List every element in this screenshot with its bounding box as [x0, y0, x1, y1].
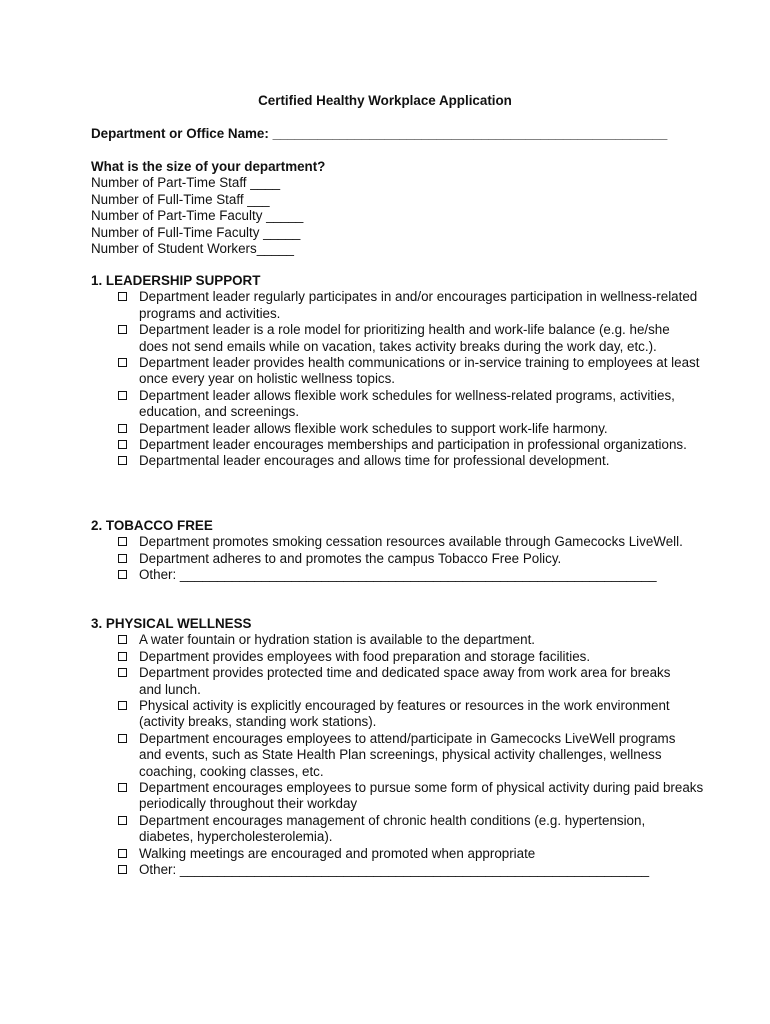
part-time-staff-line[interactable]: Number of Part-Time Staff ____	[91, 175, 281, 191]
checkbox[interactable]	[118, 701, 127, 710]
section-physical-wellness	[91, 616, 704, 879]
checklist-item-text: Department provides employees with food preparation and storage facilities.	[139, 648, 591, 664]
checkbox[interactable]	[118, 292, 127, 301]
checklist-item	[91, 813, 691, 846]
checklist-item-text: Department leader provides health communications or in-service training to employees at least once every year on holistic wellness topics.	[139, 355, 700, 387]
checkbox[interactable]	[118, 554, 127, 563]
checkbox[interactable]	[118, 537, 127, 546]
document-title: Certified Healthy Workplace Application	[258, 93, 512, 108]
checklist-item	[91, 388, 691, 421]
checklist-item	[91, 780, 709, 813]
checklist-item-text: Department promotes smoking cessation resources available through Gamecocks LiveWell.	[139, 534, 683, 550]
department-name-line	[91, 126, 667, 142]
checkbox[interactable]	[118, 570, 127, 579]
checklist-item	[91, 731, 691, 780]
checklist-item	[91, 534, 691, 550]
checkbox[interactable]	[118, 358, 127, 367]
checklist-item	[91, 665, 691, 698]
checklist-item	[91, 322, 701, 355]
other-field[interactable]: Other: ________________________________________________________________	[139, 567, 657, 583]
part-time-faculty-line[interactable]: Number of Part-Time Faculty _____	[91, 208, 304, 224]
department-name-label: Department or Office Name:	[91, 126, 269, 141]
checklist-item	[91, 567, 691, 583]
checklist-item-text: Department leader is a role model for prioritizing health and work-life balance (e.g. he/she does not send emails while on vacation, takes activity breaks during the work day, etc.).	[139, 322, 670, 354]
checkbox[interactable]	[118, 652, 127, 661]
checklist-item	[91, 421, 691, 437]
section-heading: 3. PHYSICAL WELLNESS	[91, 616, 252, 631]
full-time-staff-line[interactable]: Number of Full-Time Staff ___	[91, 191, 270, 207]
checkbox[interactable]	[118, 424, 127, 433]
checklist-item-text: Department adheres to and promotes the campus Tobacco Free Policy.	[139, 550, 562, 566]
checklist	[91, 289, 700, 469]
checklist-item-text: Walking meetings are encouraged and promoted when appropriate	[139, 845, 536, 861]
checklist-item	[91, 862, 691, 878]
checkbox[interactable]	[118, 325, 127, 334]
checklist-item-text: Department leader regularly participates in and/or encourages participation in wellness-related programs and activities.	[139, 289, 698, 321]
full-time-faculty-line[interactable]: Number of Full-Time Faculty _____	[91, 224, 301, 240]
checklist-item-text: Department encourages employees to pursue some form of physical activity during paid breaks periodically throughout their workday	[139, 780, 704, 812]
section-heading: 1. LEADERSHIP SUPPORT	[91, 273, 261, 288]
checklist-item-text: Department encourages employees to attend/participate in Gamecocks LiveWell programs and events, such as State Health Plan screenings, physical activity challenges, wellness coaching, cooking classes, etc.	[139, 730, 676, 779]
checklist-item	[91, 289, 709, 322]
checklist-item	[91, 632, 691, 648]
checkbox[interactable]	[118, 635, 127, 644]
checklist-item-text: Department leader allows flexible work schedules to support work-life harmony.	[139, 420, 608, 436]
department-name-field[interactable]: _____________________________________________________	[272, 126, 668, 141]
checklist-item-text: Departmental leader encourages and allows time for professional development.	[139, 453, 610, 469]
checkbox[interactable]	[118, 865, 127, 874]
other-field[interactable]: Other: _______________________________________________________________	[139, 862, 650, 878]
checklist	[91, 534, 691, 583]
checklist-item-text: A water fountain or hydration station is available to the department.	[139, 632, 536, 648]
student-workers-line[interactable]: Number of Student Workers_____	[91, 241, 294, 257]
checklist-item-text: Department leader encourages memberships and participation in professional organizations.	[139, 437, 687, 453]
checklist-item	[91, 649, 691, 665]
checkbox[interactable]	[118, 668, 127, 677]
section-heading: 2. TOBACCO FREE	[91, 518, 213, 533]
checklist-item	[91, 698, 691, 731]
checklist-item	[91, 551, 691, 567]
checklist-item	[91, 846, 691, 862]
checkbox[interactable]	[118, 734, 127, 743]
checkbox[interactable]	[118, 816, 127, 825]
checkbox[interactable]	[118, 849, 127, 858]
checklist	[91, 632, 704, 878]
checkbox[interactable]	[118, 456, 127, 465]
checkbox[interactable]	[118, 391, 127, 400]
checklist-item-text: Physical activity is explicitly encouraged by features or resources in the work environment (activity breaks, standing work stations).	[139, 698, 670, 730]
department-size-question: What is the size of your department?	[91, 159, 326, 174]
checklist-item-text: Department encourages management of chronic health conditions (e.g. hypertension, diabetes, hypercholesterolemia).	[139, 812, 646, 845]
section-leadership-support	[91, 273, 700, 470]
checklist-item	[91, 437, 691, 453]
section-tobacco-free	[91, 518, 691, 584]
checklist-item-text: Department leader allows flexible work schedules for wellness-related programs, activities, education, and screenings.	[139, 387, 675, 420]
department-size-block	[91, 159, 325, 257]
checklist-item	[91, 355, 709, 388]
checkbox[interactable]	[118, 783, 127, 792]
checklist-item	[91, 453, 691, 469]
checkbox[interactable]	[118, 440, 127, 449]
checklist-item-text: Department provides protected time and dedicated space away from work area for breaks and lunch.	[139, 665, 671, 697]
